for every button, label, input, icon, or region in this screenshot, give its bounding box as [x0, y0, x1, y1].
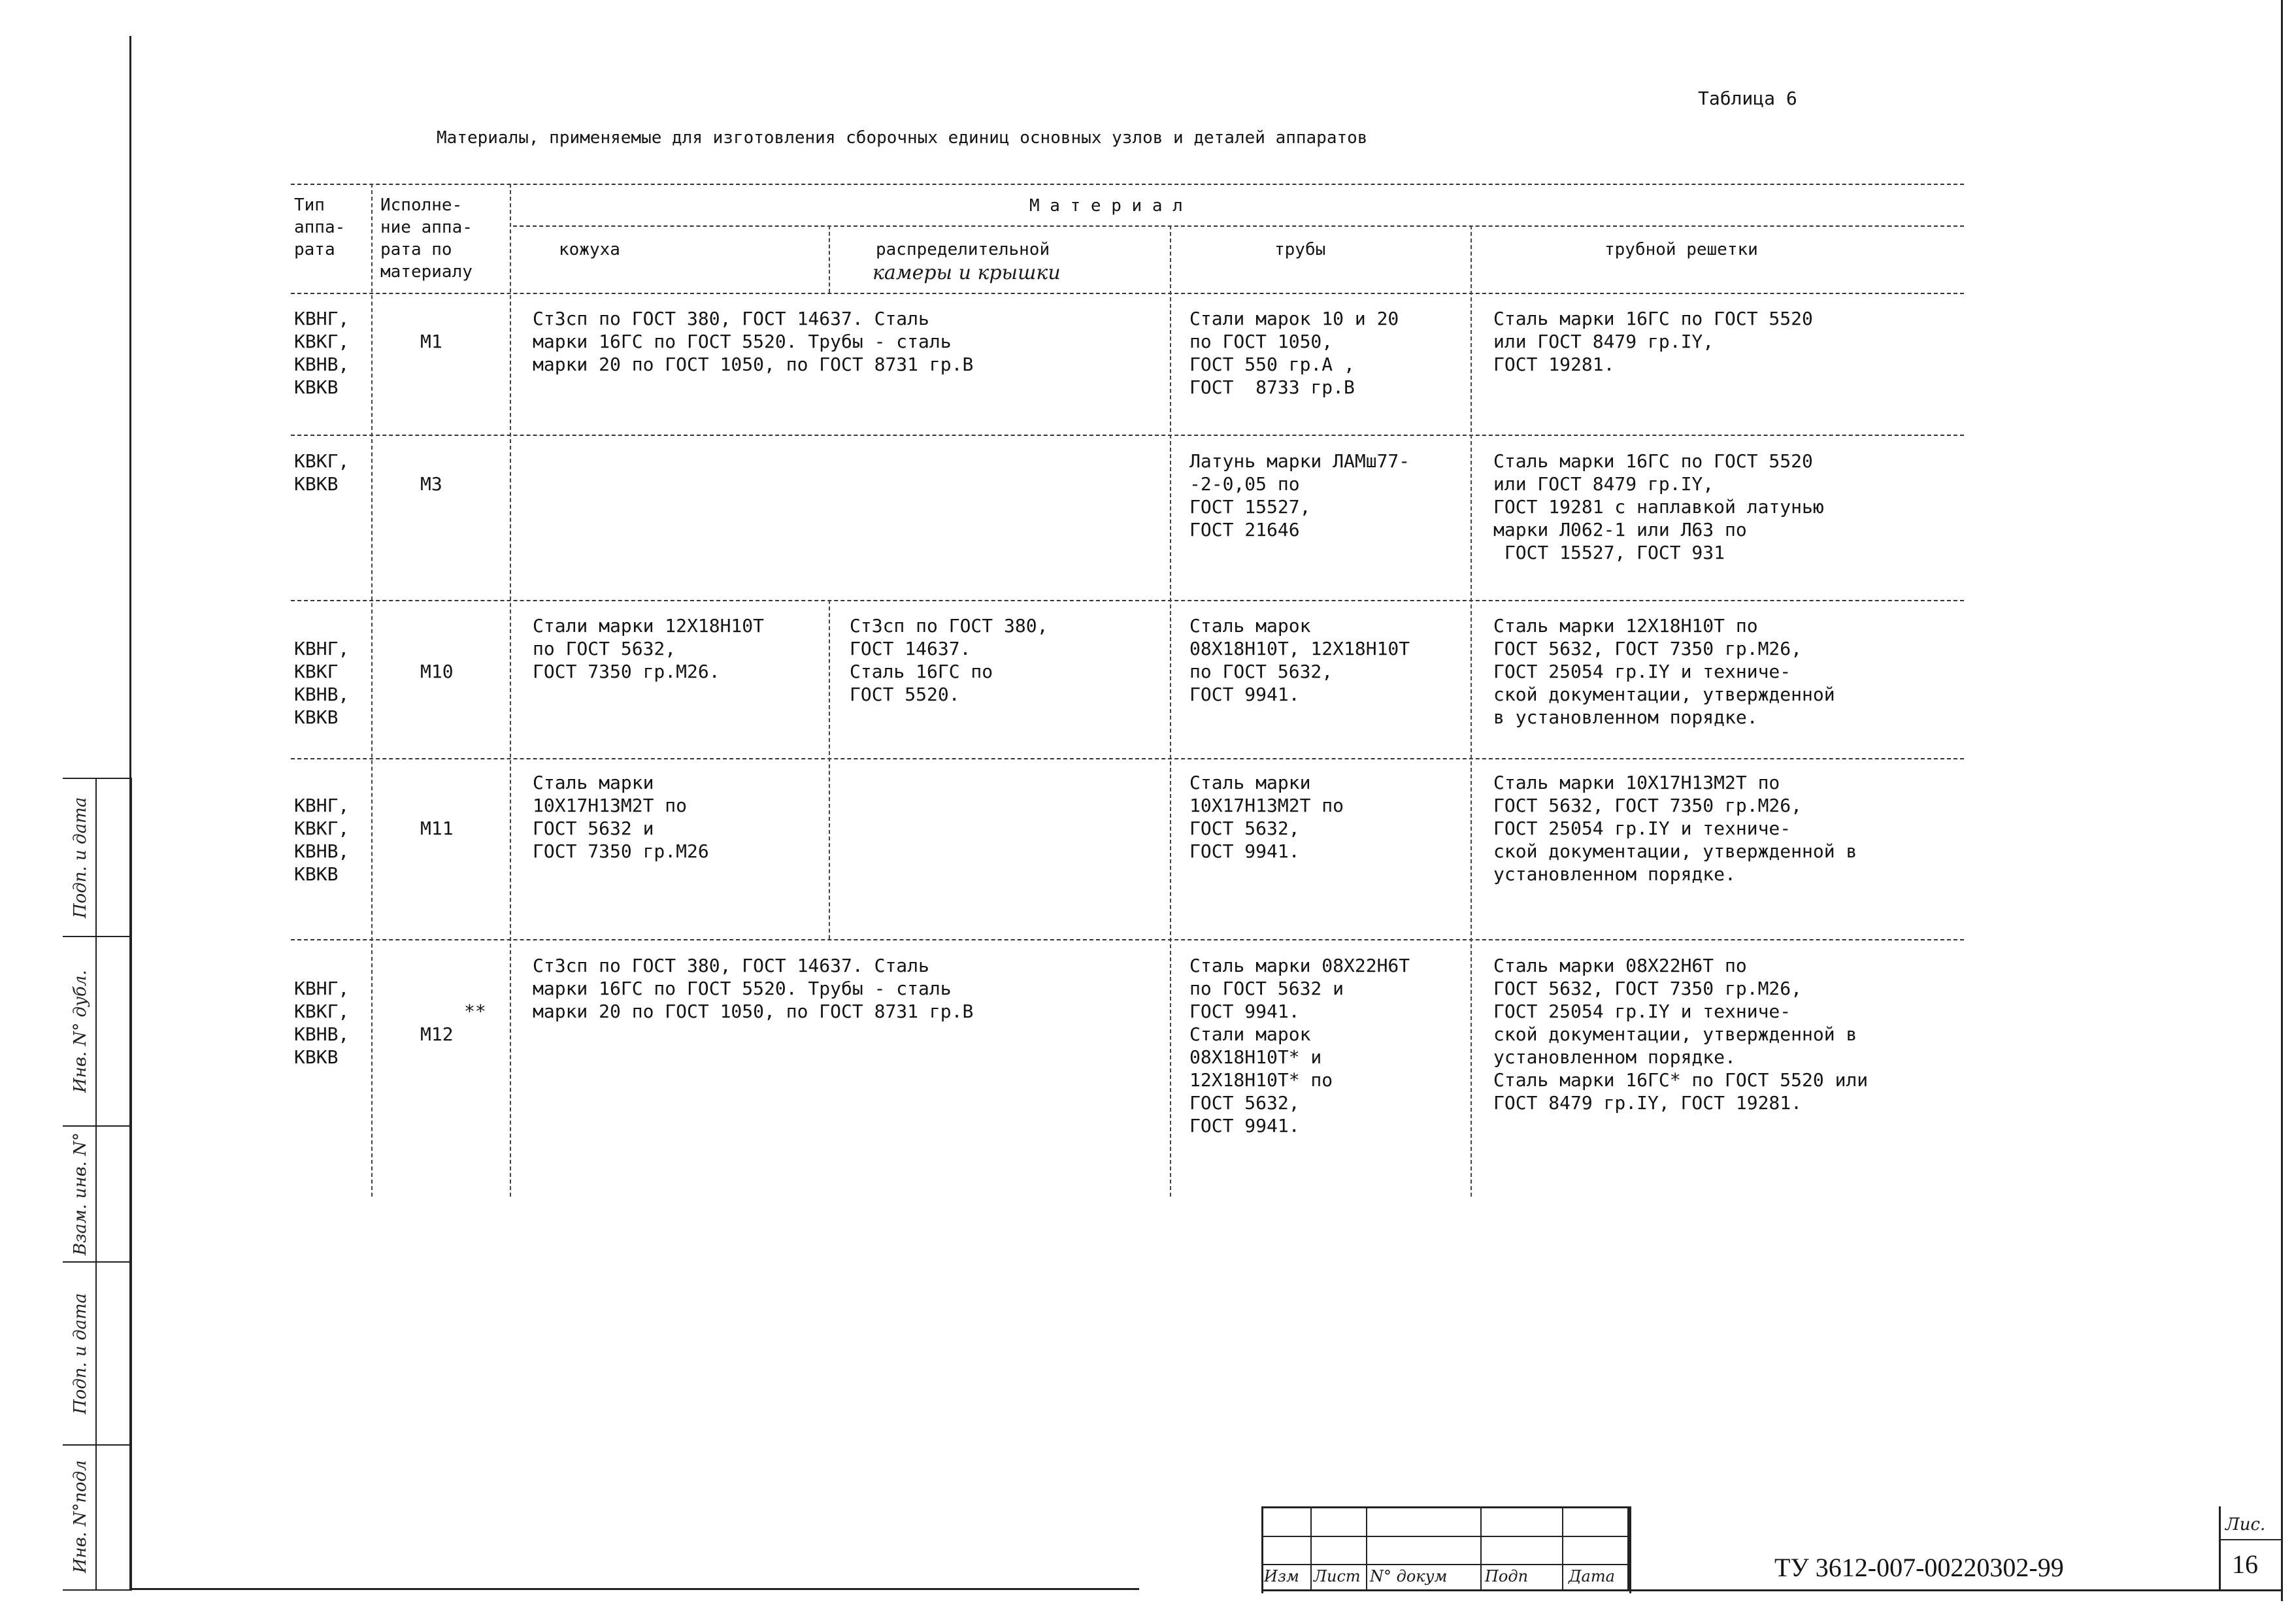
doc-code: ТУ 3612-007-00220302-99	[1774, 1553, 2064, 1582]
row-m12-exec: М12	[420, 1023, 454, 1045]
row-m12-reshetki: Сталь марки 08Х22Н6Т по ГОСТ 5632, ГОСТ 7350 гр.М26, ГОСТ 25054 гр.IY и техниче- ской документации, утвержденной в установленном порядке. Сталь марки 16ГС* по ГОСТ 5520 или ГОСТ 8479 гр.IY, ГОСТ 19281.	[1493, 955, 1869, 1114]
bottom-border	[129, 1588, 1139, 1590]
row-m3-truby: Латунь марки ЛАМш77- -2-0,05 по ГОСТ 15527, ГОСТ 21646	[1189, 450, 1410, 540]
row-m1-exec: М1	[420, 331, 442, 352]
row-m10-raspred: Ст3сп по ГОСТ 380, ГОСТ 14637. Сталь 16ГС по ГОСТ 5520.	[850, 615, 1048, 705]
sheet-number: 16	[2232, 1549, 2258, 1579]
row-m12-kozhukh: Ст3сп по ГОСТ 380, ГОСТ 14637. Сталь марки 16ГС по ГОСТ 5520. Трубы - сталь марки 20 по ГОСТ 1050, по ГОСТ 8731 гр.В	[533, 955, 974, 1022]
row-m3-types: КВКГ, КВКВ	[294, 450, 350, 495]
row-m3-exec: М3	[420, 473, 442, 495]
table-number: Таблица 6	[1698, 88, 1797, 109]
sheet-label: Лис.	[2225, 1515, 2266, 1534]
header-raspred: распределительной	[876, 240, 1050, 259]
header-kozhukha: кожуха	[559, 240, 620, 259]
row-m10-kozhukh: Стали марки 12Х18Н10Т по ГОСТ 5632, ГОСТ 7350 гр.М26.	[533, 615, 765, 682]
row-m1-reshetki: Сталь марки 16ГС по ГОСТ 5520 или ГОСТ 8479 гр.IY, ГОСТ 19281.	[1493, 308, 1813, 375]
side-label-podp-data-1: Подп. и дата	[71, 1293, 90, 1414]
side-label-podp-data-2: Подп. и дата	[71, 797, 90, 918]
header-raspred-handwritten: камеры и крышки	[873, 261, 1061, 284]
header-type: Тип аппа- рата	[294, 195, 346, 259]
header-material: М а т е р и а л	[1029, 196, 1183, 216]
row-m12-exec-star: **	[464, 1001, 486, 1022]
row-m10-truby: Сталь марок 08Х18Н10Т, 12Х18Н10Т по ГОСТ 5632, ГОСТ 9941.	[1189, 615, 1410, 705]
row-m12-types: КВНГ, КВКГ, КВНВ, КВКВ	[294, 978, 350, 1068]
stamp-label-podp: Подп	[1485, 1567, 1529, 1585]
side-label-inv-dubl: Инв. N° дубл.	[71, 970, 90, 1093]
row-m11-reshetki: Сталь марки 10Х17Н13М2Т по ГОСТ 5632, ГОСТ 7350 гр.М26, ГОСТ 25054 гр.IY и техниче- ской документации, утвержденной в установленном порядке.	[1493, 772, 1857, 885]
stamp-label-list: Лист	[1314, 1567, 1361, 1585]
stamp-label-data: Дата	[1569, 1567, 1615, 1585]
row-m10-reshetki: Сталь марки 12Х18Н10Т по ГОСТ 5632, ГОСТ 7350 гр.М26, ГОСТ 25054 гр.IY и техниче- ской документации, утвержденной в установленном порядке.	[1493, 615, 1835, 728]
row-m11-exec: М11	[420, 818, 454, 839]
stamp-label-izm: Изм	[1264, 1567, 1299, 1585]
row-m10-exec: М10	[420, 661, 454, 682]
header-reshetki: трубной решетки	[1604, 240, 1758, 259]
table-caption: Материалы, применяемые для изготовления сборочных единиц основных узлов и деталей аппаратов	[437, 128, 1368, 148]
row-m11-types: КВНГ, КВКГ, КВНВ, КВКВ	[294, 795, 350, 885]
header-truby: трубы	[1274, 240, 1326, 259]
side-label-vzam-inv: Взам. инв. N°	[71, 1132, 90, 1256]
header-exec: Исполне- ние аппа- рата по материалу	[380, 195, 473, 282]
row-m10-types: КВНГ, КВКГ КВНВ, КВКВ	[294, 638, 350, 728]
row-m3-reshetki: Сталь марки 16ГС по ГОСТ 5520 или ГОСТ 8479 гр.IY, ГОСТ 19281 с наплавкой латунью марки Л062-1 или Л63 по ГОСТ 15527, ГОСТ 931	[1493, 450, 1824, 563]
row-m1-truby: Стали марок 10 и 20 по ГОСТ 1050, ГОСТ 550 гр.А , ГОСТ 8733 гр.В	[1189, 308, 1399, 398]
table-top-line	[291, 184, 1964, 185]
row-m1-types: КВНГ, КВКГ, КВНВ, КВКВ	[294, 308, 350, 398]
stamp-label-doc: N° докум	[1370, 1567, 1448, 1585]
row-m1-kozhukh: Ст3сп по ГОСТ 380, ГОСТ 14637. Сталь марки 16ГС по ГОСТ 5520. Трубы - сталь марки 20 по ГОСТ 1050, по ГОСТ 8731 гр.В	[533, 308, 974, 375]
row-m11-kozhukh: Сталь марки 10Х17Н13М2Т по ГОСТ 5632 и ГОСТ 7350 гр.М26	[533, 772, 709, 862]
right-border	[2281, 0, 2283, 1601]
row-m12-truby: Сталь марки 08Х22Н6Т по ГОСТ 5632 и ГОСТ 9941. Стали марок 08Х18Н10Т* и 12Х18Н10Т* по ГОСТ 5632, ГОСТ 9941.	[1189, 955, 1410, 1136]
side-label-inv-podl: Инв. N°подл	[71, 1460, 90, 1574]
row-m11-truby: Сталь марки 10Х17Н13М2Т по ГОСТ 5632, ГОСТ 9941.	[1189, 772, 1344, 862]
